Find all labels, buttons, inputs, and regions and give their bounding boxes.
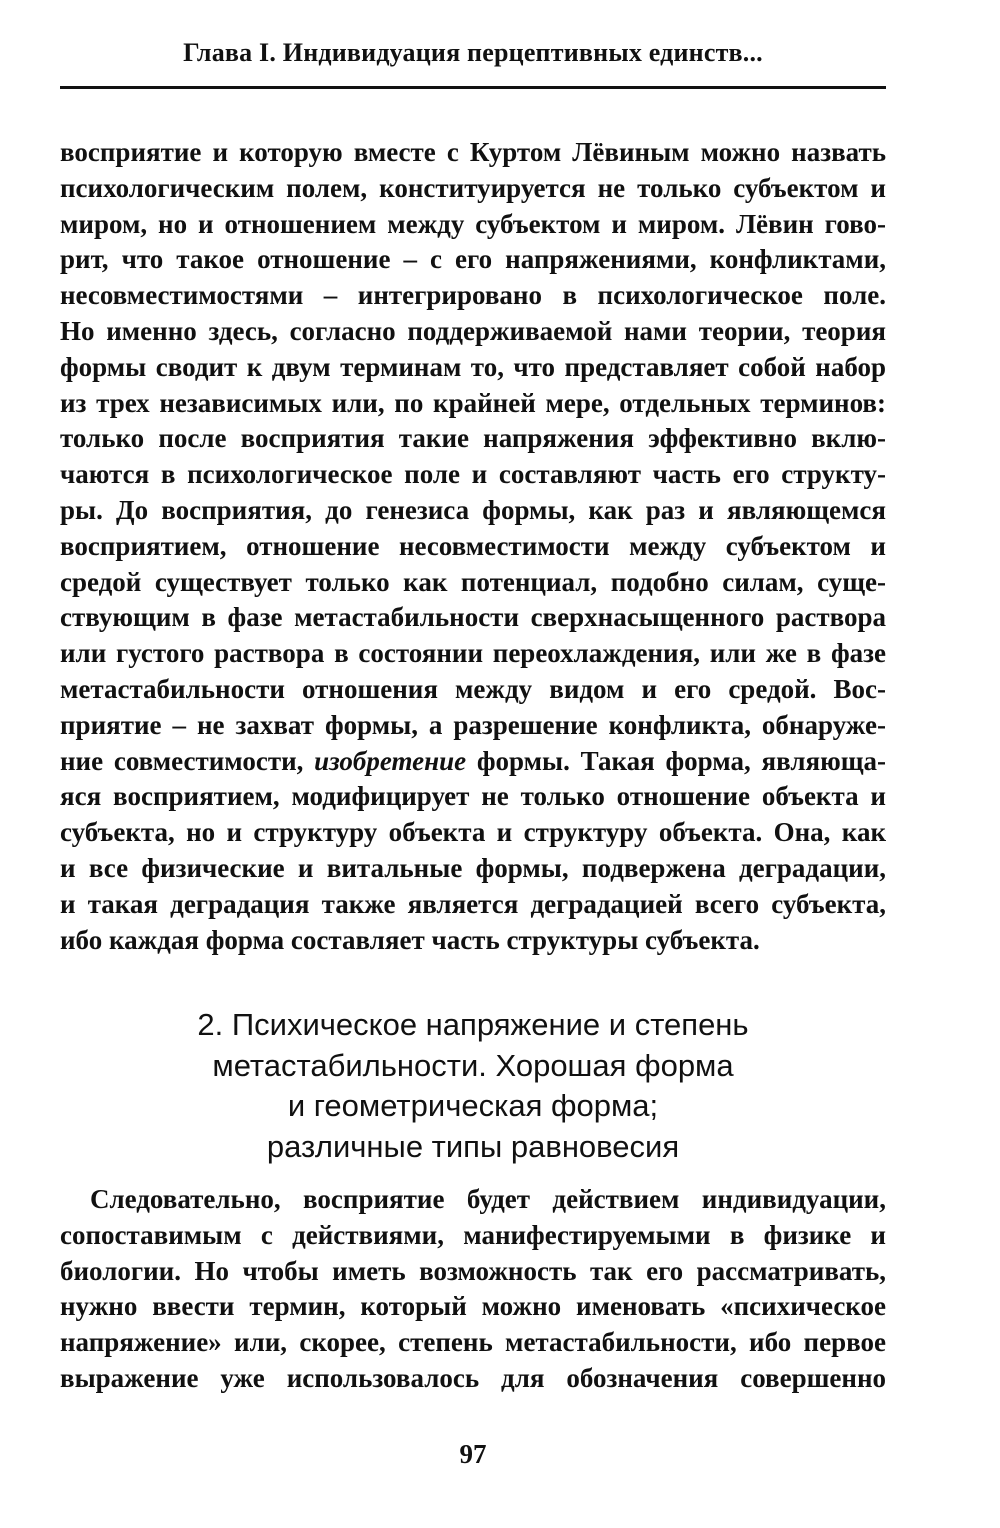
text-line: Но именно здесь, согласно поддерживаемой нами теории, теория <box>60 315 886 346</box>
text-line: ствующим в фазе метастабильности сверхнасыщенного раствора <box>60 602 886 633</box>
heading-line: 2. Психическое напряжение и степень <box>197 1007 749 1042</box>
heading-line: и геометрическая форма; <box>287 1088 659 1123</box>
paragraph-2 <box>60 1182 886 1397</box>
text-line: сопоставимым с действиями, манифестируемыми в физике и <box>60 1219 886 1250</box>
section-heading <box>60 1005 886 1167</box>
text-line: или густого раствора в состоянии переохлаждения, или же в фазе <box>60 638 886 669</box>
heading-line: различные типы равновесия <box>266 1128 680 1164</box>
text-line: формы сводит к двум терминам то, что представляет собой набор <box>60 351 886 382</box>
text-line: восприятие и которую вместе с Куртом Лёвиным можно назвать <box>60 137 886 167</box>
text-line: только после восприятия такие напряжения эффективно вклю- <box>60 423 886 454</box>
page-number: 97 <box>459 1439 487 1469</box>
text-line: психологическим полем, конституируется не только субъектом и <box>60 172 886 203</box>
text-line: нужно ввести термин, который можно именовать «психическое <box>60 1291 886 1322</box>
text-line: из трех независимых или, по крайней мере, отдельных терминов: <box>60 387 886 418</box>
text-line: средой существует только как потенциал, подобно силам, суще- <box>60 566 886 597</box>
text-line: биологии. Но чтобы иметь возможность так его рассматривать, <box>60 1255 886 1286</box>
text-line: чаются в психологическое поле и составляют часть его структу- <box>60 459 886 490</box>
running-header: Глава I. Индивидуация перцептивных единств... <box>183 38 763 67</box>
text-line: рит, что такое отношение – с его напряжениями, конфликтами, <box>60 244 886 275</box>
line-segment: формы. Такая форма, являюща- <box>466 745 886 776</box>
heading-line: метастабильности. Хорошая форма <box>212 1047 734 1083</box>
text-line: выражение уже использовалось для обозначения совершенно <box>60 1362 886 1393</box>
text-line: и все физические и витальные формы, подвержена деградации, <box>60 852 886 883</box>
text-line: метастабильности отношения между видом и его средой. Вос- <box>60 673 886 704</box>
text-line: несовместимостями – интегрировано в психологическое поле. <box>60 280 886 311</box>
line-segment: ние совместимости, <box>60 745 315 776</box>
text-line: яся восприятием, модифицирует не только отношение объекта и <box>60 781 886 812</box>
header-rule <box>60 86 886 89</box>
text-line: напряжение» или, скорее, степень метастабильности, ибо первое <box>60 1327 886 1358</box>
text-line: субъекта, но и структуру объекта и структуру объекта. Она, как <box>60 817 886 848</box>
text-line: и такая деградация также является деградацией всего субъекта, <box>60 888 886 919</box>
text-line: восприятием, отношение несовместимости между субъектом и <box>60 530 886 561</box>
text-line: приятие – не захват формы, а разрешение конфликта, обнаруже- <box>60 709 886 740</box>
text-line-with-italic <box>60 744 886 780</box>
text-line: Следовательно, восприятие будет действием индивидуации, <box>90 1184 886 1214</box>
paragraph-1 <box>60 135 886 958</box>
text-line: миром, но и отношением между субъектом и миром. Лёвин гово- <box>60 208 886 239</box>
italic-term: изобретение <box>314 745 467 776</box>
text-line: ибо каждая форма составляет часть структуры субъекта. <box>60 924 760 955</box>
text-line: ры. До восприятия, до генезиса формы, как раз и являющемся <box>60 494 886 525</box>
